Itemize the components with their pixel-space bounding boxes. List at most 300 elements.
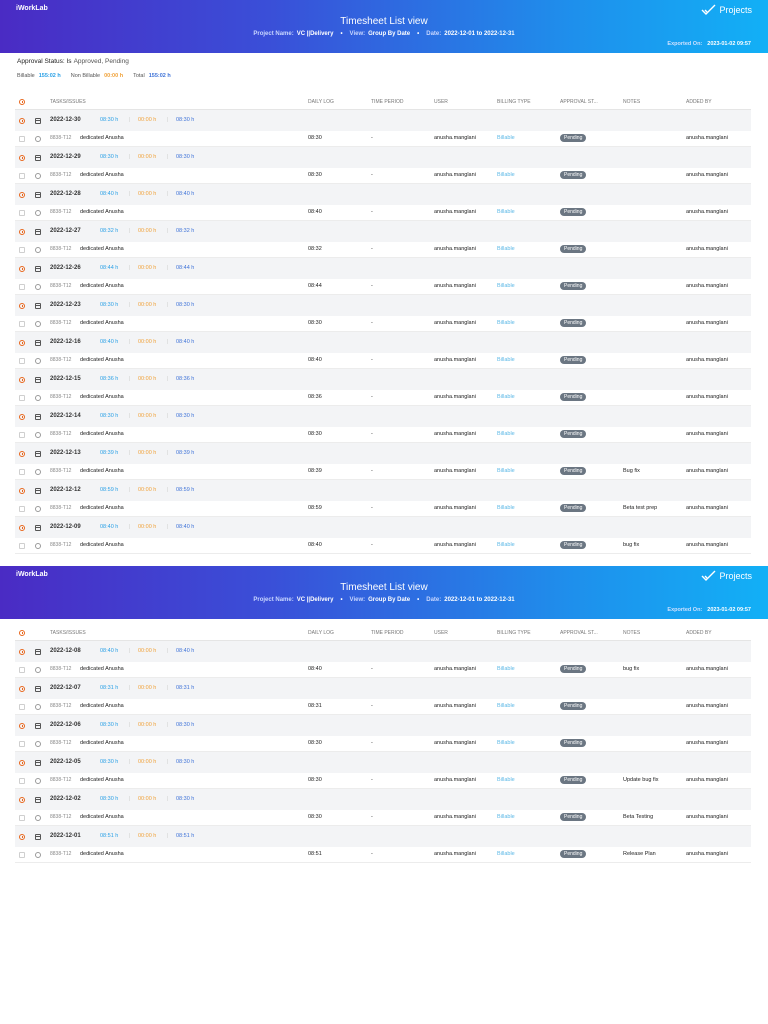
daily-log-value: 08:30 xyxy=(308,740,322,746)
group-divider: | xyxy=(167,759,169,765)
time-period-value: - xyxy=(371,703,373,709)
row-checkbox[interactable] xyxy=(19,321,25,327)
collapse-group-icon[interactable] xyxy=(19,723,25,729)
exported-value: 2023-01-02 09:57 xyxy=(707,41,751,47)
row-checkbox[interactable] xyxy=(19,284,25,290)
billing-type-value: Billable xyxy=(497,505,515,511)
task-id: 8838-T12 xyxy=(50,394,72,400)
user-value: anusha.manglani xyxy=(434,703,476,709)
group-divider: | xyxy=(129,117,131,123)
calendar-icon xyxy=(35,797,41,803)
group-divider: | xyxy=(167,685,169,691)
daily-log-value: 08:36 xyxy=(308,394,322,400)
timesheet-row[interactable] xyxy=(15,242,751,258)
group-non-billable-hours: 00:00 h xyxy=(138,265,157,271)
group-total-hours: 08:30 h xyxy=(176,796,195,802)
user-value: anusha.manglani xyxy=(434,283,476,289)
group-date: 2022-12-08 xyxy=(50,648,81,654)
task-name[interactable]: dedicated Anusha xyxy=(80,394,124,400)
report-header xyxy=(0,0,768,53)
time-period-value: - xyxy=(371,431,373,437)
group-billable-hours: 08:40 h xyxy=(100,339,119,345)
calendar-icon xyxy=(35,229,41,235)
group-divider: | xyxy=(129,722,131,728)
date-group-row[interactable] xyxy=(15,369,751,390)
user-value: anusha.manglani xyxy=(434,542,476,548)
group-total-hours: 08:40 h xyxy=(176,339,195,345)
timesheet-row[interactable] xyxy=(15,662,751,678)
calendar-icon xyxy=(35,686,41,692)
row-checkbox[interactable] xyxy=(19,815,25,821)
date-group-row[interactable] xyxy=(15,406,751,427)
billing-type-value: Billable xyxy=(497,814,515,820)
group-billable-hours: 08:40 h xyxy=(100,191,119,197)
collapse-group-icon[interactable] xyxy=(19,155,25,161)
task-id: 8838-T12 xyxy=(50,135,72,141)
collapse-group-icon[interactable] xyxy=(19,414,25,420)
group-date: 2022-12-27 xyxy=(50,228,81,234)
group-billable-hours: 08:31 h xyxy=(100,685,119,691)
approval-status-badge: Pending xyxy=(560,776,586,784)
time-entry-icon xyxy=(35,543,41,549)
billing-type-value: Billable xyxy=(497,320,515,326)
brand-label: Projects xyxy=(719,5,752,15)
col-daily-log-header: DAILY LOG xyxy=(308,630,334,636)
added-by-value: anusha.manglani xyxy=(686,666,728,672)
date-group-row[interactable] xyxy=(15,295,751,316)
task-id: 8838-T12 xyxy=(50,431,72,437)
brand-label: Projects xyxy=(719,571,752,581)
added-by-value: anusha.manglani xyxy=(686,135,728,141)
time-period-value: - xyxy=(371,246,373,252)
collapse-group-icon[interactable] xyxy=(19,340,25,346)
added-by-value: anusha.manglani xyxy=(686,468,728,474)
timesheet-table xyxy=(15,625,751,863)
group-date: 2022-12-14 xyxy=(50,413,81,419)
group-divider: | xyxy=(167,796,169,802)
group-divider: | xyxy=(167,228,169,234)
billing-type-value: Billable xyxy=(497,283,515,289)
view-value: Group By Date xyxy=(368,31,411,37)
task-name[interactable]: dedicated Anusha xyxy=(80,431,124,437)
group-divider: | xyxy=(167,648,169,654)
group-date: 2022-12-28 xyxy=(50,191,81,197)
group-non-billable-hours: 00:00 h xyxy=(138,191,157,197)
billable-total: 155:02 h xyxy=(38,73,61,79)
task-name[interactable]: dedicated Anusha xyxy=(80,703,124,709)
date-group-row[interactable] xyxy=(15,221,751,242)
timesheet-row[interactable] xyxy=(15,427,751,443)
group-total-hours: 08:30 h xyxy=(176,117,195,123)
group-non-billable-hours: 00:00 h xyxy=(138,648,157,654)
added-by-value: anusha.manglani xyxy=(686,431,728,437)
exported-value: 2023-01-02 09:57 xyxy=(707,607,751,613)
group-billable-hours: 08:30 h xyxy=(100,117,119,123)
time-period-value: - xyxy=(371,394,373,400)
billing-type-value: Billable xyxy=(497,666,515,672)
group-divider: | xyxy=(167,339,169,345)
group-total-hours: 08:36 h xyxy=(176,376,195,382)
col-tasks-header: TASKS/ISSUES xyxy=(50,630,86,636)
group-divider: | xyxy=(129,524,131,530)
billing-type-value: Billable xyxy=(497,468,515,474)
group-divider: | xyxy=(129,648,131,654)
meta-separator: • xyxy=(417,31,420,37)
collapse-group-icon[interactable] xyxy=(19,377,25,383)
collapse-group-icon[interactable] xyxy=(19,451,25,457)
timesheet-row[interactable] xyxy=(15,279,751,295)
daily-log-value: 08:30 xyxy=(308,172,322,178)
row-checkbox[interactable] xyxy=(19,469,25,475)
timesheet-row[interactable] xyxy=(15,736,751,752)
approval-status-badge: Pending xyxy=(560,541,586,549)
date-group-row[interactable] xyxy=(15,480,751,501)
projects-brand xyxy=(701,4,752,16)
added-by-value: anusha.manglani xyxy=(686,851,728,857)
row-checkbox[interactable] xyxy=(19,395,25,401)
table-header xyxy=(15,94,751,110)
task-id: 8838-T12 xyxy=(50,814,72,820)
time-entry-icon xyxy=(35,852,41,858)
calendar-icon xyxy=(35,155,41,161)
group-divider: | xyxy=(167,302,169,308)
time-period-value: - xyxy=(371,740,373,746)
group-divider: | xyxy=(167,376,169,382)
user-value: anusha.manglani xyxy=(434,357,476,363)
task-name[interactable]: dedicated Anusha xyxy=(80,283,124,289)
daily-log-value: 08:30 xyxy=(308,431,322,437)
time-entry-icon xyxy=(35,432,41,438)
calendar-icon xyxy=(35,723,41,729)
date-group-row[interactable] xyxy=(15,147,751,168)
calendar-icon xyxy=(35,525,41,531)
date-group-row[interactable] xyxy=(15,184,751,205)
task-name[interactable]: dedicated Anusha xyxy=(80,246,124,252)
group-non-billable-hours: 00:00 h xyxy=(138,524,157,530)
group-billable-hours: 08:51 h xyxy=(100,833,119,839)
approval-status-badge: Pending xyxy=(560,319,586,327)
group-date: 2022-12-06 xyxy=(50,722,81,728)
expand-all-icon[interactable] xyxy=(19,99,25,105)
approval-status-badge: Pending xyxy=(560,702,586,710)
notes-value: Bug fix xyxy=(623,468,640,474)
timesheet-row[interactable] xyxy=(15,847,751,863)
daily-log-value: 08:40 xyxy=(308,542,322,548)
user-value: anusha.manglani xyxy=(434,666,476,672)
row-checkbox[interactable] xyxy=(19,136,25,142)
group-divider: | xyxy=(129,487,131,493)
date-group-row[interactable] xyxy=(15,517,751,538)
approval-status-badge: Pending xyxy=(560,813,586,821)
group-divider: | xyxy=(167,117,169,123)
collapse-group-icon[interactable] xyxy=(19,229,25,235)
group-total-hours: 08:30 h xyxy=(176,154,195,160)
user-value: anusha.manglani xyxy=(434,209,476,215)
col-notes-header: NOTES xyxy=(623,630,641,636)
calendar-icon xyxy=(35,266,41,272)
report-title: Timesheet List view xyxy=(340,16,428,27)
row-checkbox[interactable] xyxy=(19,852,25,858)
date-group-row[interactable] xyxy=(15,110,751,131)
billable-label: Billable xyxy=(17,73,35,79)
time-period-value: - xyxy=(371,468,373,474)
meta-separator: • xyxy=(417,597,420,603)
col-approval-status-header: APPROVAL ST... xyxy=(560,99,598,105)
notes-value: bug fix xyxy=(623,542,640,548)
task-name[interactable]: dedicated Anusha xyxy=(80,357,124,363)
group-billable-hours: 08:44 h xyxy=(100,265,119,271)
projects-logo-icon xyxy=(701,570,716,582)
added-by-value: anusha.manglani xyxy=(686,814,728,820)
calendar-icon xyxy=(35,192,41,198)
calendar-icon xyxy=(35,834,41,840)
group-billable-hours: 08:30 h xyxy=(100,154,119,160)
group-non-billable-hours: 00:00 h xyxy=(138,117,157,123)
timesheet-row[interactable] xyxy=(15,464,751,480)
task-name[interactable]: dedicated Anusha xyxy=(80,505,124,511)
time-entry-icon xyxy=(35,778,41,784)
task-id: 8838-T12 xyxy=(50,777,72,783)
project-value: VC ||Delivery xyxy=(296,31,334,37)
billing-type-value: Billable xyxy=(497,740,515,746)
daily-log-value: 08:40 xyxy=(308,666,322,672)
added-by-value: anusha.manglani xyxy=(686,209,728,215)
approval-status-badge: Pending xyxy=(560,134,586,142)
group-divider: | xyxy=(167,833,169,839)
group-date: 2022-12-07 xyxy=(50,685,81,691)
exported-label: Exported On: xyxy=(667,41,703,47)
collapse-group-icon[interactable] xyxy=(19,192,25,198)
task-id: 8838-T12 xyxy=(50,357,72,363)
meta-separator: • xyxy=(340,31,343,37)
daily-log-value: 08:31 xyxy=(308,703,322,709)
collapse-group-icon[interactable] xyxy=(19,760,25,766)
time-period-value: - xyxy=(371,505,373,511)
date-group-row[interactable] xyxy=(15,752,751,773)
col-added-by-header: ADDED BY xyxy=(686,99,712,105)
task-id: 8838-T12 xyxy=(50,468,72,474)
projects-logo-icon xyxy=(701,4,716,16)
group-divider: | xyxy=(129,376,131,382)
timesheet-row[interactable] xyxy=(15,353,751,369)
timesheet-row[interactable] xyxy=(15,131,751,147)
row-checkbox[interactable] xyxy=(19,432,25,438)
collapse-group-icon[interactable] xyxy=(19,834,25,840)
daily-log-value: 08:30 xyxy=(308,777,322,783)
exported-on xyxy=(667,41,751,47)
group-non-billable-hours: 00:00 h xyxy=(138,796,157,802)
user-value: anusha.manglani xyxy=(434,505,476,511)
date-group-row[interactable] xyxy=(15,443,751,464)
time-period-value: - xyxy=(371,135,373,141)
report-title: Timesheet List view xyxy=(340,582,428,593)
task-id: 8838-T12 xyxy=(50,320,72,326)
expand-all-icon[interactable] xyxy=(19,630,25,636)
row-checkbox[interactable] xyxy=(19,173,25,179)
project-label: Project Name: xyxy=(253,597,294,603)
group-date: 2022-12-23 xyxy=(50,302,81,308)
user-value: anusha.manglani xyxy=(434,468,476,474)
timesheet-row[interactable] xyxy=(15,390,751,406)
task-name[interactable]: dedicated Anusha xyxy=(80,320,124,326)
time-period-value: - xyxy=(371,777,373,783)
row-checkbox[interactable] xyxy=(19,741,25,747)
time-entry-icon xyxy=(35,506,41,512)
group-non-billable-hours: 00:00 h xyxy=(138,450,157,456)
task-name[interactable]: dedicated Anusha xyxy=(80,542,124,548)
group-non-billable-hours: 00:00 h xyxy=(138,228,157,234)
billing-type-value: Billable xyxy=(497,777,515,783)
calendar-icon xyxy=(35,303,41,309)
time-entry-icon xyxy=(35,173,41,179)
group-date: 2022-12-01 xyxy=(50,833,81,839)
task-name[interactable]: dedicated Anusha xyxy=(80,851,124,857)
group-total-hours: 08:30 h xyxy=(176,722,195,728)
collapse-group-icon[interactable] xyxy=(19,488,25,494)
date-group-row[interactable] xyxy=(15,678,751,699)
group-billable-hours: 08:30 h xyxy=(100,413,119,419)
added-by-value: anusha.manglani xyxy=(686,740,728,746)
added-by-value: anusha.manglani xyxy=(686,777,728,783)
time-entry-icon xyxy=(35,815,41,821)
row-checkbox[interactable] xyxy=(19,704,25,710)
group-divider: | xyxy=(129,265,131,271)
group-date: 2022-12-26 xyxy=(50,265,81,271)
approval-status-badge: Pending xyxy=(560,467,586,475)
calendar-icon xyxy=(35,488,41,494)
daily-log-value: 08:40 xyxy=(308,357,322,363)
group-non-billable-hours: 00:00 h xyxy=(138,685,157,691)
task-name[interactable]: dedicated Anusha xyxy=(80,468,124,474)
collapse-group-icon[interactable] xyxy=(19,525,25,531)
notes-value: Beta test prep xyxy=(623,505,658,511)
billing-type-value: Billable xyxy=(497,431,515,437)
user-value: anusha.manglani xyxy=(434,740,476,746)
collapse-group-icon[interactable] xyxy=(19,303,25,309)
group-billable-hours: 08:30 h xyxy=(100,302,119,308)
timesheet-row[interactable] xyxy=(15,205,751,221)
timesheet-row[interactable] xyxy=(15,538,751,554)
row-checkbox[interactable] xyxy=(19,543,25,549)
date-group-row[interactable] xyxy=(15,641,751,662)
daily-log-value: 08:30 xyxy=(308,320,322,326)
timesheet-row[interactable] xyxy=(15,773,751,789)
group-date: 2022-12-16 xyxy=(50,339,81,345)
group-billable-hours: 08:32 h xyxy=(100,228,119,234)
row-checkbox[interactable] xyxy=(19,506,25,512)
calendar-icon xyxy=(35,451,41,457)
group-total-hours: 08:30 h xyxy=(176,413,195,419)
date-label: Date: xyxy=(426,597,442,603)
task-name[interactable]: dedicated Anusha xyxy=(80,666,124,672)
timesheet-row[interactable] xyxy=(15,168,751,184)
group-divider: | xyxy=(129,796,131,802)
user-value: anusha.manglani xyxy=(434,431,476,437)
notes-value: bug fix xyxy=(623,666,640,672)
group-billable-hours: 08:36 h xyxy=(100,376,119,382)
approval-status-badge: Pending xyxy=(560,245,586,253)
daily-log-value: 08:39 xyxy=(308,468,322,474)
user-value: anusha.manglani xyxy=(434,135,476,141)
row-checkbox[interactable] xyxy=(19,247,25,253)
timesheet-row[interactable] xyxy=(15,501,751,517)
row-checkbox[interactable] xyxy=(19,667,25,673)
group-total-hours: 08:32 h xyxy=(176,228,195,234)
timesheet-row[interactable] xyxy=(15,810,751,826)
time-entry-icon xyxy=(35,704,41,710)
group-billable-hours: 08:30 h xyxy=(100,722,119,728)
added-by-value: anusha.manglani xyxy=(686,320,728,326)
date-group-row[interactable] xyxy=(15,332,751,353)
task-name[interactable]: dedicated Anusha xyxy=(80,777,124,783)
time-period-value: - xyxy=(371,851,373,857)
row-checkbox[interactable] xyxy=(19,210,25,216)
group-total-hours: 08:40 h xyxy=(176,524,195,530)
time-entry-icon xyxy=(35,358,41,364)
time-entry-icon xyxy=(35,321,41,327)
task-name[interactable]: dedicated Anusha xyxy=(80,740,124,746)
date-group-row[interactable] xyxy=(15,715,751,736)
group-billable-hours: 08:40 h xyxy=(100,524,119,530)
task-id: 8838-T12 xyxy=(50,542,72,548)
row-checkbox[interactable] xyxy=(19,358,25,364)
date-group-row[interactable] xyxy=(15,826,751,847)
time-entry-icon xyxy=(35,395,41,401)
collapse-group-icon[interactable] xyxy=(19,686,25,692)
report-meta xyxy=(0,31,768,37)
time-period-value: - xyxy=(371,814,373,820)
date-group-row[interactable] xyxy=(15,789,751,810)
task-id: 8838-T12 xyxy=(50,851,72,857)
date-label: Date: xyxy=(426,31,442,37)
user-value: anusha.manglani xyxy=(434,851,476,857)
task-id: 8838-T12 xyxy=(50,703,72,709)
group-divider: | xyxy=(167,524,169,530)
collapse-group-icon[interactable] xyxy=(19,118,25,124)
timesheet-row[interactable] xyxy=(15,316,751,332)
date-group-row[interactable] xyxy=(15,258,751,279)
group-divider: | xyxy=(167,191,169,197)
time-entry-icon xyxy=(35,136,41,142)
task-name[interactable]: dedicated Anusha xyxy=(80,172,124,178)
collapse-group-icon[interactable] xyxy=(19,797,25,803)
daily-log-value: 08:40 xyxy=(308,209,322,215)
task-name[interactable]: dedicated Anusha xyxy=(80,814,124,820)
calendar-icon xyxy=(35,118,41,124)
meta-separator: • xyxy=(340,597,343,603)
notes-value: Beta Testing xyxy=(623,814,654,820)
group-divider: | xyxy=(129,685,131,691)
task-name[interactable]: dedicated Anusha xyxy=(80,135,124,141)
calendar-icon xyxy=(35,340,41,346)
approval-status-badge: Pending xyxy=(560,282,586,290)
collapse-group-icon[interactable] xyxy=(19,266,25,272)
collapse-group-icon[interactable] xyxy=(19,649,25,655)
exported-label: Exported On: xyxy=(667,607,703,613)
group-divider: | xyxy=(167,413,169,419)
time-period-value: - xyxy=(371,209,373,215)
notes-value: Update bug fix xyxy=(623,777,659,783)
group-date: 2022-12-09 xyxy=(50,524,81,530)
task-name[interactable]: dedicated Anusha xyxy=(80,209,124,215)
row-checkbox[interactable] xyxy=(19,778,25,784)
added-by-value: anusha.manglani xyxy=(686,283,728,289)
report-header xyxy=(0,566,768,619)
timesheet-row[interactable] xyxy=(15,699,751,715)
group-total-hours: 08:40 h xyxy=(176,191,195,197)
added-by-value: anusha.manglani xyxy=(686,246,728,252)
company-logo: iWorkLab xyxy=(16,571,48,578)
